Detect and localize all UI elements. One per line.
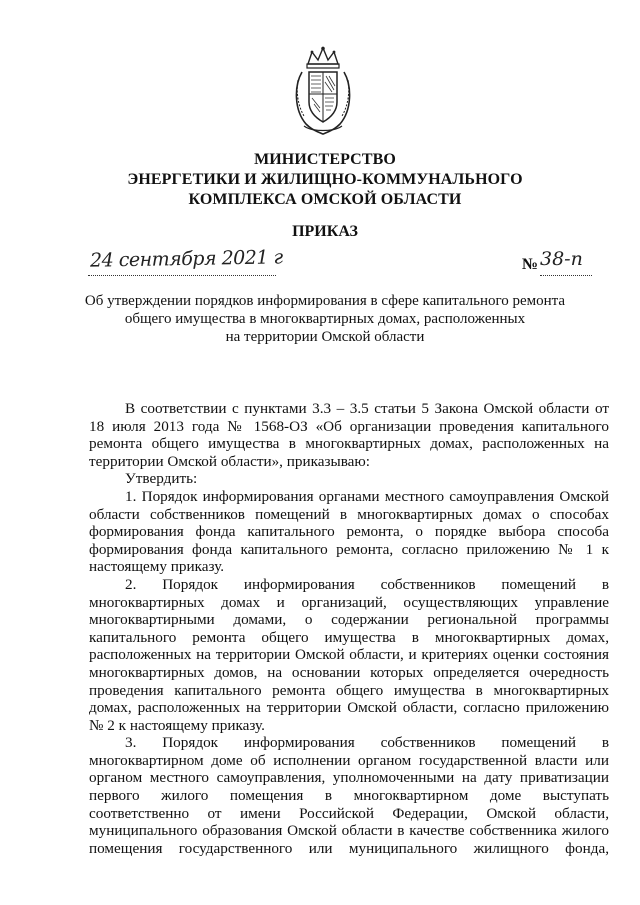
handwritten-number: 38-п	[540, 248, 583, 270]
subject-line-1: Об утверждении порядков информирования в сфере капитального ремонта	[84, 293, 566, 309]
ministry-heading	[60, 150, 590, 210]
date-underline	[88, 275, 276, 276]
body-line: многоквартирными домами, о содержании региональной программы	[89, 611, 609, 629]
coat-of-arms-emblem	[292, 46, 354, 136]
number-underline	[540, 275, 592, 276]
body-line: формирования фонда капитального ремонта, о порядке выбора способа	[89, 523, 609, 541]
handwritten-date: 24 сентября 2021 г	[89, 246, 283, 272]
body-line: № 2 к настоящему приказу.	[89, 716, 265, 734]
document-subject	[60, 292, 590, 346]
body-line: ремонта общего имущества в многоквартирных домах, расположенных на	[89, 435, 609, 453]
body-line: капитального ремонта общего имущества в многоквартирных домах,	[89, 628, 609, 646]
body-line: проведения капитального ремонта общего имущества в многоквартирных	[89, 681, 609, 699]
body-line: территории Омской области», приказываю:	[89, 452, 370, 470]
body-line: Утвердить:	[125, 470, 198, 488]
body-line: многоквартирном доме об исполнении органом государственной власти или	[89, 751, 609, 769]
body-line: 18 июля 2013 года № 1568-ОЗ «Об организации проведения капитального	[89, 417, 609, 435]
ministry-line-2: ЭНЕРГЕТИКИ И ЖИЛИЩНО-КОММУНАЛЬНОГО	[127, 171, 523, 188]
body-line: 1. Порядок информирования органами местного самоуправления Омской	[125, 487, 609, 505]
number-sign: №	[522, 256, 539, 273]
body-line: В соответствии с пунктами 3.3 – 3.5 статьи 5 Закона Омской области от	[125, 400, 609, 417]
body-line: первого жилого помещения в многоквартирном доме выступать	[89, 787, 609, 805]
subject-line-3: на территории Омской области	[225, 329, 425, 345]
body-line: настоящему приказу.	[89, 558, 225, 576]
subject-line-2: общего имущества в многоквартирных домах, расположенных	[124, 311, 526, 327]
body-line: многоквартирных домах и организаций, осуществляющих управление	[89, 593, 609, 611]
body-line: многоквартирных домов, на основании которых определяется очередность	[89, 663, 609, 681]
body-line: органом местного самоуправления, уполномоченными на дату приватизации	[89, 769, 609, 787]
body-line: формирования фонда капитального ремонта, согласно приложению № 1 к	[89, 540, 609, 558]
body-line: домах, расположенных на территории Омской области, согласно приложению	[89, 699, 609, 717]
body-line: помещения государственного или муниципального жилищного фонда,	[89, 839, 609, 857]
body-line: 2. Порядок информирования собственников помещений в	[125, 575, 609, 593]
body-line: расположенных на территории Омской области, и критериях оценки состояния	[89, 646, 609, 664]
document-type-title: ПРИКАЗ	[292, 223, 358, 240]
document-body	[89, 400, 609, 857]
ministry-line-1: МИНИСТЕРСТВО	[254, 151, 396, 168]
body-line: области собственников помещений в многоквартирных домах о способах	[89, 505, 609, 523]
body-line: соответственно от имени Российской Федерации, Омской области,	[89, 804, 609, 822]
ministry-line-3: КОМПЛЕКСА ОМСКОЙ ОБЛАСТИ	[188, 191, 462, 208]
body-line: муниципального образования Омской области в качестве собственника жилого	[89, 822, 609, 840]
body-line: 3. Порядок информирования собственников помещений в	[125, 734, 609, 752]
